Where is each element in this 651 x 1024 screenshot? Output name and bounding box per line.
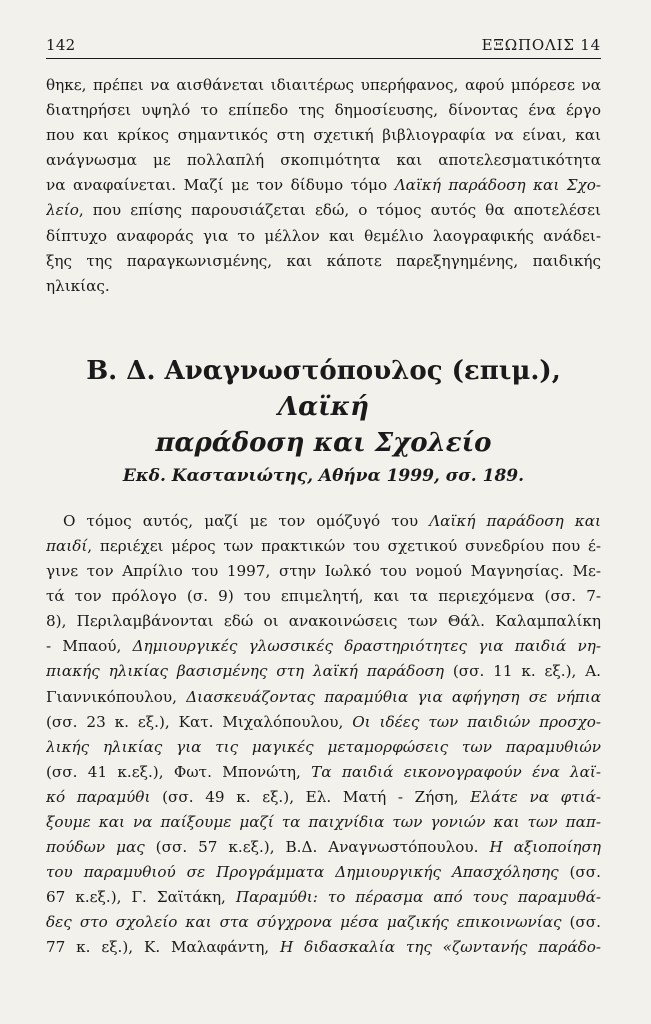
italic-span: Δημιουργικές γλωσσικές δραστηριότητες για παιδιά νη- <box>132 637 601 656</box>
text-line <box>46 173 601 198</box>
text-span: , περιέχει μέρος των πρακτικών του σχετικού συνεδρίου που έ- <box>87 536 601 555</box>
italic-span: παιδί <box>46 536 88 555</box>
review-author: Β. Δ. Αναγνωστόπουλος (επιμ.), <box>86 355 561 386</box>
text-span: (σσ. 23 κ. εξ.), Κατ. Μιχαλόπουλου, <box>46 712 353 731</box>
italic-span: Τα παιδιά εικονογραφούν ένα λαϊ- <box>311 762 601 781</box>
text-line <box>46 860 601 885</box>
book-title-italic: λείο <box>46 201 79 220</box>
review-title-part2: παράδοση και Σχολείο <box>155 427 492 458</box>
italic-span: πιακής ηλικίας βασισμένης στη λαϊκή παράδοση <box>46 662 444 681</box>
italic-span: ξουμε και να παίξουμε μαζί τα παιχνίδια των γονιών και των παπ- <box>46 812 601 831</box>
text-span: (σσ. <box>558 863 601 882</box>
text-span: 67 κ.εξ.), Γ. Σαϊτάκη, <box>46 888 236 907</box>
intro-paragraph <box>46 73 601 299</box>
text-span: (σσ. <box>561 913 601 932</box>
italic-span: κό παραμύθι <box>46 787 151 806</box>
italic-span: πούδων μας <box>46 838 145 857</box>
text-line <box>46 785 601 810</box>
text-line <box>46 198 601 223</box>
text-span: να αναφαίνεται. Μαζί με τον δίδυμο τόμο <box>46 176 395 195</box>
text-line: θηκε, πρέπει να αισθάνεται ιδιαιτέρως υπερήφανος, αφού μπόρεσε να <box>46 76 601 94</box>
italic-span: Η αξιοποίηση <box>489 838 601 857</box>
text-line <box>46 760 601 785</box>
publication-info: Εκδ. Καστανιώτης, Αθήνα 1999, σσ. 189. <box>122 465 525 486</box>
running-header <box>46 36 601 59</box>
text-line <box>46 685 601 710</box>
italic-span: Οι ιδέες των παιδιών προσχο- <box>352 712 601 731</box>
text-line <box>46 735 601 760</box>
italic-span: του παραμυθιού σε Προγράμματα Δημιουργικής Απασχόλησης <box>46 863 559 882</box>
italic-span: Η διδασκαλία της «ζωντανής παράδο- <box>279 938 601 957</box>
text-line <box>46 659 601 684</box>
italic-span: λικής ηλικίας για τις μαγικές μεταμορφώσεις των παραμυθιών <box>46 737 601 756</box>
italic-span: δες στο σχολείο και στα σύγχρονα μέσα μαζικής επικοινωνίας <box>46 913 562 932</box>
text-line: 8), Περιλαμβάνονται εδώ οι ανακοινώσεις των Θάλ. Καλαμπαλίκη <box>46 612 601 631</box>
text-line <box>46 835 601 860</box>
page-number: 142 <box>46 36 76 54</box>
text-span: 77 κ. εξ.), Κ. Μαλαφάντη, <box>46 938 280 957</box>
text-line <box>46 534 601 559</box>
text-line: γινε τον Απρίλιο του 1997, στην Ιωλκό του νομού Μαγνησίας. Με- <box>46 562 601 581</box>
review-heading <box>46 353 601 489</box>
text-line <box>46 885 601 910</box>
text-span: (σσ. 11 κ. εξ.), Α. <box>443 662 601 681</box>
text-line: δίπτυχο αναφοράς για το μέλλον και θεμέλιο λαογραφικής ανάδει- <box>46 226 601 245</box>
text-line: διατηρήσει υψηλό το επίπεδο της δημοσίευσης, δίνοντας ένα έργο <box>46 101 601 120</box>
text-line <box>46 935 601 960</box>
review-title-part1: Λαϊκή <box>277 391 370 422</box>
italic-span: Διασκευάζοντας παραμύθια για αφήγηση σε νήπια <box>186 687 601 706</box>
text-line <box>46 910 601 935</box>
text-line <box>46 634 601 659</box>
book-title-italic: Λαϊκή παράδοση και Σχο- <box>394 176 601 195</box>
text-span: , που επίσης παρουσιάζεται εδώ, ο τόμος αυτός θα αποτελέσει <box>78 201 601 220</box>
text-line <box>46 710 601 735</box>
text-span: (σσ. 49 κ. εξ.), Ελ. Ματή - Ζήση, <box>150 787 471 806</box>
italic-span: Παραμύθι: το πέρασμα από τους παραμυθά- <box>235 888 601 907</box>
journal-title: ΕΞΩΠΟΛΙΣ 14 <box>481 36 601 54</box>
text-span: (σσ. 57 κ.εξ.), Β.Δ. Αναγνωστόπουλου. <box>144 838 490 857</box>
text-span: Ο τόμος αυτός, μαζί με τον ομόζυγό του <box>63 511 430 530</box>
text-line: ηλικίας. <box>46 276 110 295</box>
text-line: τά τον πρόλογο (σ. 9) του επιμελητή, και τα περιεχόμενα (σσ. 7- <box>46 587 601 606</box>
italic-span: Λαϊκή παράδοση και <box>429 511 601 530</box>
text-line: ξης της παραγκωνισμένης, και κάποτε παρεξηγημένης, παιδικής <box>46 251 601 270</box>
text-span: Γιαννικόπουλου, <box>46 687 187 706</box>
text-line <box>46 509 601 534</box>
text-line: που και κρίκος σημαντικός στη σχετική βιβλιογραφία να είναι, και <box>46 126 601 145</box>
text-line: ανάγνωσμα με πολλαπλή σκοπιμότητα και αποτελεσματικότητα <box>46 151 601 170</box>
review-body-paragraph <box>46 509 601 961</box>
italic-span: Ελάτε να φτιά- <box>470 787 601 806</box>
review-author-title <box>46 353 601 425</box>
text-span: (σσ. 41 κ.εξ.), Φωτ. Μπονώτη, <box>46 762 312 781</box>
text-line <box>46 810 601 835</box>
text-span: - Μπαού, <box>46 637 133 656</box>
